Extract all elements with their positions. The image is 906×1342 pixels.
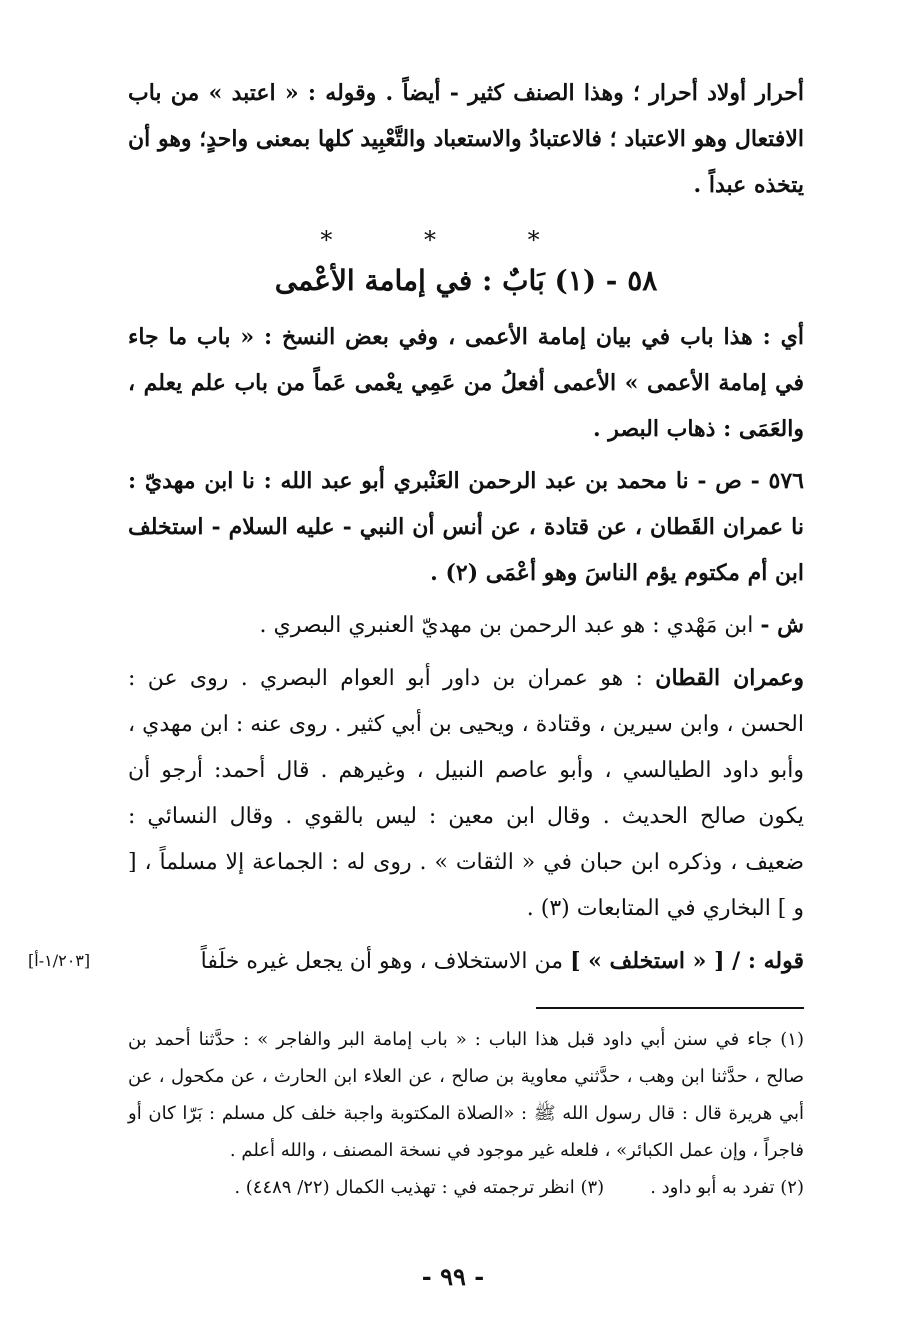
imran-paragraph — [128, 655, 804, 932]
footnotes-2-3 — [128, 1169, 804, 1206]
page-body — [28, 70, 804, 1206]
sharh-paragraph — [128, 602, 804, 649]
intro-paragraph: أحرار أولاد أحرار ؛ وهذا الصنف كثير - أيضاً . وقوله : « اعتبد » من باب الافتعال وهو الاعتباد ؛ فالاعتبادُ والاستعباد والتَّعْبِيد كلها بمعنى واحدٍ؛ وهو أن يتخذه عبداً . — [128, 80, 804, 198]
qawl-row — [28, 938, 804, 985]
footnote-divider — [536, 1007, 804, 1009]
sharh-text: ابن مَهْدي : هو عبد الرحمن بن مهديّ العنبري البصري . — [259, 613, 754, 638]
section-separator: * * * — [320, 226, 582, 254]
imran-label: وعمران القطان — [655, 665, 804, 691]
footnote-2: (٢) تفرد به أبو داود . — [650, 1177, 804, 1198]
hadith-paragraph: ٥٧٦ - ص - نا محمد بن عبد الرحمن العَنْبري أبو عبد الله : نا ابن مهديّ : نا عمران القَطان ، عن قتادة ، عن أنس أن النبي - عليه السلام - استخلف ابن أم مكتوم يؤم الناسَ وهو أعْمَى (٢) . — [128, 468, 804, 586]
qawl-label: قوله : / [ « استخلف » ] — [570, 948, 804, 974]
chapter-heading: ٥٨ - (١) بَابٌ : في إمامة الأعْمى — [274, 264, 658, 297]
footnote-3: (٣) انظر ترجمته في : تهذيب الكمال (٢٢/ ٤٤٨٩) . — [234, 1177, 605, 1198]
footnotes — [128, 1021, 804, 1206]
explanation-paragraph: أي : هذا باب في بيان إمامة الأعمى ، وفي بعض النسخ : « باب ما جاء في إمامة الأعمى » الأعمى أفعلُ من عَمِي يعْمى عَماً من باب علم يعلم ، والعَمَى : ذهاب البصر . — [128, 324, 804, 442]
footnote-1: (١) جاء في سنن أبي داود قبل هذا الباب : « باب إمامة البر والفاجر » : حدَّثنا أحمد بن صالح ، حدَّثنا ابن وهب ، حدَّثني معاوية بن صالح ، عن العلاء ابن الحارث ، عن مكحول ، عن أبي هريرة قال : قال رسول الله ﷺ : «الصلاة المكتوبة واجبة خلف كل مسلم : بَرّا كان أو فاجراً ، وإن عمل الكبائر» ، فلعله غير موجود في نسخة المصنف ، والله أعلم . — [128, 1029, 804, 1161]
manuscript-margin-note: [١/٢٠٣-أ] — [28, 951, 91, 970]
qawl-text: من الاستخلاف ، وهو أن يجعل غيره خلَفاً — [200, 949, 564, 974]
page-number: - ٩٩ - — [421, 1262, 485, 1291]
sharh-label: ش - — [760, 612, 804, 638]
imran-text: : هو عمران بن داور أبو العوام البصري . روى عن : الحسن ، وابن سيرين ، وقتادة ، ويحيى بن أبي كثير . روى عنه : ابن مهدي ، وأبو داود الطيالسي ، وأبو عاصم النبيل ، وغيرهم . قال أحمد: أرجو أن يكون صالح الحديث . وقال ابن معين : ليس بالقوي . وقال النسائي : ضعيف ، وذكره ابن حبان في « الثقات » . روى له : الجماعة إلا مسلماً ، [ و ] البخاري في المتابعات (٣) . — [128, 666, 804, 921]
qawl-paragraph — [128, 938, 804, 985]
